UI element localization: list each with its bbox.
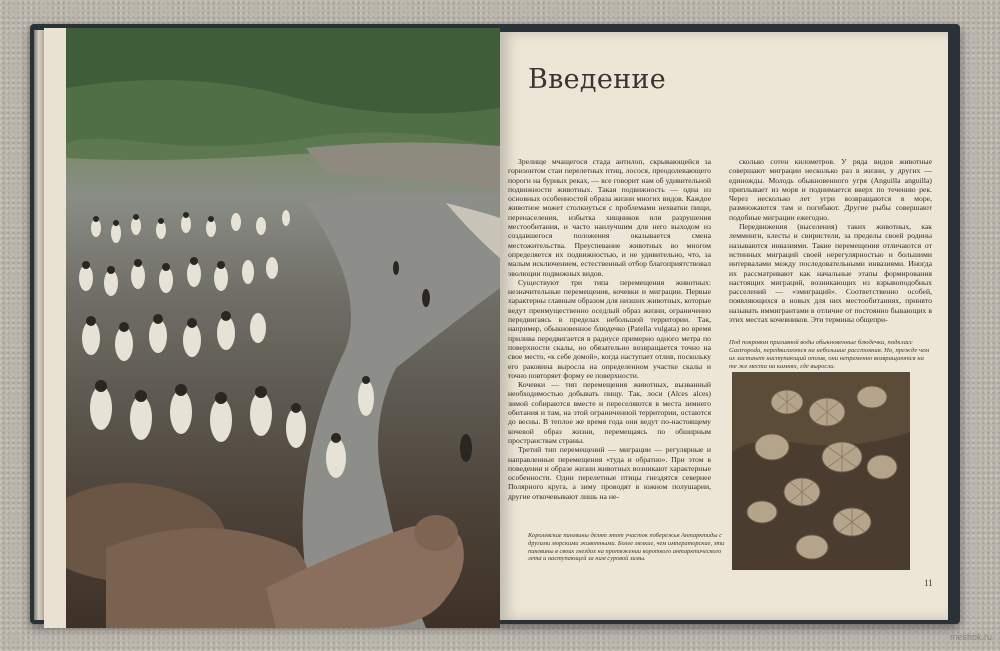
- penguin-colony-photo: [66, 28, 500, 628]
- paragraph: Существуют три типа перемещения животных: незначительные перемещения, кочевки и миграции. Первые характерны главным образом для низших животных, которые ведут преимущественно оседлый образ жизни, ограниченно передвигаясь в пределах небольшой территории. Так, например, обыкновенное блюдечко (Patella vulgata) во время прилива передвигается в радиусе примерно одного метра по поверхности скалы, но обязательно возвращается точно на свое место, «к себе домой», когда наступает отлив, поскольку его раковина выросла на определенном участке скалы и точно повторяет форму ее поверхности.: [508, 277, 711, 380]
- paragraph: Передвижения (выселения) таких животных, как лемминги, клесты и свиристели, за пределы своей родины называются инвазиями. Такие перемещения отличаются от истинных миграций своей нерегулярностью и большими интервалами между последовательными инвазиями. Иногда их рассматривают как начальные этапы формирования настоящих миграций, возникающих из взрывоподобных расселений — «эмиграций». Соответственно особей, появляющихся в новых для них местообитаниях, принято называть иммигрантами в отличие от постоянно бывающих в этих местах кочевников. Эти термины общепри-: [729, 222, 932, 325]
- limpet-shells-illustration: [732, 372, 910, 570]
- page-number: 11: [924, 578, 933, 588]
- watermark-text: meshok.ru: [949, 632, 992, 642]
- penguin-photo-caption: Королевские пингвины делят этот участок побережья Антарктиды с другими морскими животными. Более мелкие, чем императорские, эти пингвины в своих гнездах на протяжении короткого антарктического лета и наступающей за ним суровой зимы.: [528, 532, 725, 563]
- text-column-2: [729, 157, 932, 324]
- penguin-photo-illustration: [66, 28, 500, 628]
- limpet-shells-photo: [732, 372, 910, 570]
- right-page: [500, 32, 948, 620]
- page-title: Введение: [528, 64, 666, 95]
- limpet-figure-caption: Под покровом приливной воды обыкновенные блюдечки, подкласс Gastropoda, передвигаются на небольшие расстояния. Но, прежде чем их застанет наступающий отлив, они непременно возвращаются на те же места на камнях, где выросли.: [729, 339, 930, 370]
- paragraph: Третий тип перемещений — миграции — регулярные и направленные перемещения «туда и обратно». При этом в поведении и образе жизни животных возникают характерные особенности. Одни перелетные птицы гнездятся севернее Полярного круга, а зиму проводят в южном полушарии, другие откочевывают лишь на не-: [508, 445, 711, 501]
- paragraph: Зрелище мчащегося стада антилоп, скрывающейся за горизонтом стаи перелетных птиц, лосося, преодолевающего пороги на бурных реках, — все говорит нам об удивительной подвижности животных. Такая подвижность — одна из основных особенностей образа жизни многих видов. Каждое животное может столкнуться с проблемами нехватки пищи, перенаселения, избытка хищников или разрушения местообитания, и часто наилучшим для него выходом из создавшегося положения оказывается смена местожительства. Преуспевание животных во многом определяется их подвижностью, и не удивительно, что, за малым исключением, естественный отбор благоприятствовал эволюции подвижных видов.: [508, 157, 711, 278]
- paragraph: сколько сотен километров. У ряда видов животные совершают миграции несколько раз в жизни, у других — единожды. Молодь обыкновенного угря (Anguilla anguilla) приплывает из моря и поднимается вверх по течению рек. Через несколько лет угри возвращаются в море, размножаются там и погибают. Другие рыбы совершают подобные миграции ежегодно.: [729, 157, 932, 222]
- text-column-1: [508, 157, 711, 501]
- left-page: [44, 28, 500, 628]
- paragraph: Кочевки — тип перемещения животных, вызванный необходимостью добывать пищу. Так, лоси (Alces alces) зимой собираются вместе и переселяются в места зимнего обитания и там, на этой ограниченной территории, остаются до весны. В теплое же время года они ведут по-настоящему кочевой образ жизни, перемещаясь по обширным пространствам страны.: [508, 380, 711, 445]
